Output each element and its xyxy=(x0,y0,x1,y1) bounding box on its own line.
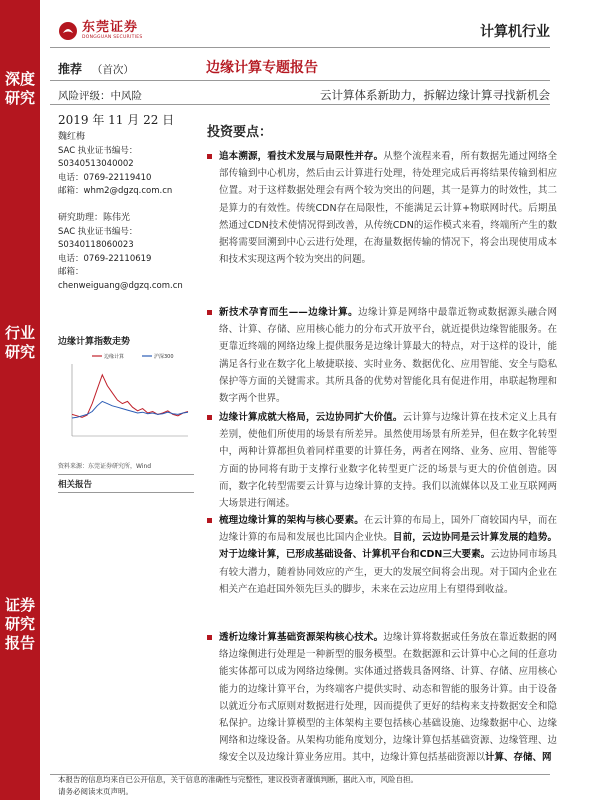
analyst-email: chenweiguang@dgzq.com.cn xyxy=(58,280,183,291)
bullet-emphasis: 目前，云边协同是云计算发展的趋势。对于边缘计算，已形成基础设备、计算机平台和CDN三大要素。 xyxy=(219,532,557,561)
bullet-lead: 透析边缘计算基础资源架构核心技术。 xyxy=(219,632,384,643)
analyst-email: 邮箱：whm2@dgzq.com.cn xyxy=(58,186,173,196)
header-divider xyxy=(50,47,550,48)
investment-bullet xyxy=(207,148,557,268)
sidebar-section-industry-research: 行业研究 xyxy=(4,324,35,361)
related-reports-heading: 相关报告 xyxy=(58,480,93,490)
investment-bullet xyxy=(207,629,557,767)
analyst-license-no: S0340118060023 xyxy=(58,240,134,250)
footer xyxy=(58,774,558,798)
risk-rating: 风险评级：中风险 xyxy=(58,90,142,102)
rating xyxy=(58,60,134,77)
title-divider xyxy=(50,80,550,81)
logo-mark-icon xyxy=(58,21,78,41)
bullet-lead: 新技术孕育而生——边缘计算。 xyxy=(219,307,359,318)
bullet-lead: 梳理边缘计算的架构与核心要素。 xyxy=(219,515,364,526)
industry-label: 计算机行业 xyxy=(480,24,550,40)
bullet-marker-icon xyxy=(207,154,212,159)
chart-title: 边缘计算指数走势 xyxy=(58,337,131,347)
source-divider xyxy=(58,474,194,475)
chart-source: 资料来源：东莞证券研究所，Wind xyxy=(58,463,152,470)
bullet-text: 在云计算的布局上，国外厂商较国内早，而在边缘计算的布局和发展也比国内企业快。 xyxy=(219,515,557,544)
analyst-license-no: S0340513040002 xyxy=(58,159,134,169)
legend-label: 边缘计算 xyxy=(104,354,125,360)
footer-note: 请务必阅读末页声明。 xyxy=(58,787,133,796)
bullet-marker-icon xyxy=(207,635,212,640)
rating-note: （首次） xyxy=(91,64,134,76)
sidebar-section-securities-report: 证券研究报告 xyxy=(4,596,35,652)
report-date: 2019 年 11 月 22 日 xyxy=(58,113,175,127)
rating-label: 推荐 xyxy=(58,62,83,76)
analyst-license-label: SAC 执业证书编号： xyxy=(58,226,138,237)
company-logo xyxy=(58,21,143,41)
index-chart-svg xyxy=(58,350,192,450)
related-divider xyxy=(58,492,194,493)
analyst-name: 魏红梅 xyxy=(58,132,86,142)
investment-heading: 投资要点： xyxy=(207,125,273,140)
analyst-phone: 电话：0769-22119410 xyxy=(58,172,152,183)
analyst-email-label: 邮箱： xyxy=(58,267,84,277)
bullet-text: 边缘计算是网络中最靠近物或数据源头融合网络、计算、存储、应用核心能力的分布式开放平台，就近提供边缘智能服务。在更靠近终端的网络边缘上提供服务是边缘计算最大的特点，对于这样的设计，能满足各行业在数字化上敏捷联接、实时业务、数据优化、应用智能、安全与隐私保护等方面的关键需求。其所具备的优势对智能化具有促进作用，串联起物理和数字两个世界。 xyxy=(219,307,557,405)
analyst-1 xyxy=(58,131,193,199)
investment-bullet xyxy=(207,304,557,407)
bullet-marker-icon xyxy=(207,518,212,523)
bullet-lead: 追本溯源，看技术发展与局限性并存。 xyxy=(219,151,384,162)
investment-bullet xyxy=(207,512,557,598)
bullet-marker-icon xyxy=(207,310,212,315)
bullet-emphasis: 计算、存储、网 xyxy=(485,752,552,764)
bullet-text: 从整个流程来看，所有数据先通过网络全部传输到中心机房，然后由云计算进行处理，待处理完成后再将结果传输到相应位置。对于这样数据处理会有两个较为突出的问题，其一是算力的时效性，其二是算力的有效性。传统CDN存在局限性，不能满足云计算+物联网时代。后期虽然通过CDN技术使情况得到改善，从传统CDN的运作模式来看，终端所产生的数据将需要回溯到中心云进行处理，在海量数据传输的情况下，将会出现使用成本和技术实现这两个较为突出的问题。 xyxy=(219,151,557,266)
analyst-license-label: SAC 执业证书编号： xyxy=(58,145,138,156)
logo-text-en: DONGGUAN SECURITIES xyxy=(82,35,143,40)
bullet-text: 边缘计算将数据或任务放在靠近数据的网络边缘侧进行处理是一种新型的服务模型。在数据源和云计算中心之间的任意功能实体都可以成为网络边缘侧。实体通过搭载具备网络、计算、存储、应用核心能力的边缘计算平台，为终端客户提供实时、动态和智能的服务计算。由于设备以就近分布式原则对数据进行处理，因而提供了更好的结构来支持数据安全和隐私保护。边缘计算模型的主体架构主要包括核心基础设施、边缘数据中心、边缘网络和边缘设备。从架构功能角度划分，边缘计算包括基础资源、边缘管理、边缘安全以及边缘计算业务应用。其中，边缘计算包括基础资源以 xyxy=(219,632,557,764)
bullet-lead: 边缘计算成就大格局，云边协同扩大价值。 xyxy=(219,412,403,423)
investment-bullet xyxy=(207,409,557,512)
analyst-name: 研究助理：陈伟光 xyxy=(58,213,131,223)
index-chart xyxy=(58,350,192,450)
report-subtitle: 云计算体系新助力，拆解边缘计算寻找新机会 xyxy=(320,88,550,102)
report-title: 边缘计算专题报告 xyxy=(206,60,318,76)
bullet-marker-icon xyxy=(207,415,212,420)
analyst-phone: 电话：0769-22110619 xyxy=(58,253,152,264)
subtitle-divider xyxy=(50,104,550,105)
analyst-2 xyxy=(58,212,193,293)
sidebar-section-deep-research: 深度研究 xyxy=(4,70,35,107)
bullet-text-2: 云边协同市场具有较大潜力，随着协同效应的产生，更大的发展空间将会出现。对于国内企业在相关产在追赶国外领先巨头的脚步，未来在云边应用上有望得到收益。 xyxy=(219,549,557,595)
bullet-text: 云计算与边缘计算在技术定义上具有差别，使他们所使用的场景有所差异。虽然使用场景有所差异，但在数字化转型中，两种计算都担负着同样重要的计算任务，两者在网络、业务、应用、智能等方面的协同将有助于支撑行业数字化转型更广泛的场景与更大的价值创造。因而，数字化转型需要云计算与边缘计算的支持。我们以流媒体以及工业互联网两大场景进行阐述。 xyxy=(219,412,557,510)
logo-text-cn: 东莞证券 xyxy=(82,20,139,35)
sidebar xyxy=(0,0,40,800)
legend-label: 沪深300 xyxy=(154,354,174,360)
footer-disclaimer: 本报告的信息均来自已公开信息，关于信息的准确性与完整性，建议投资者谨慎判断，据此入市，风险自担。 xyxy=(58,775,418,784)
